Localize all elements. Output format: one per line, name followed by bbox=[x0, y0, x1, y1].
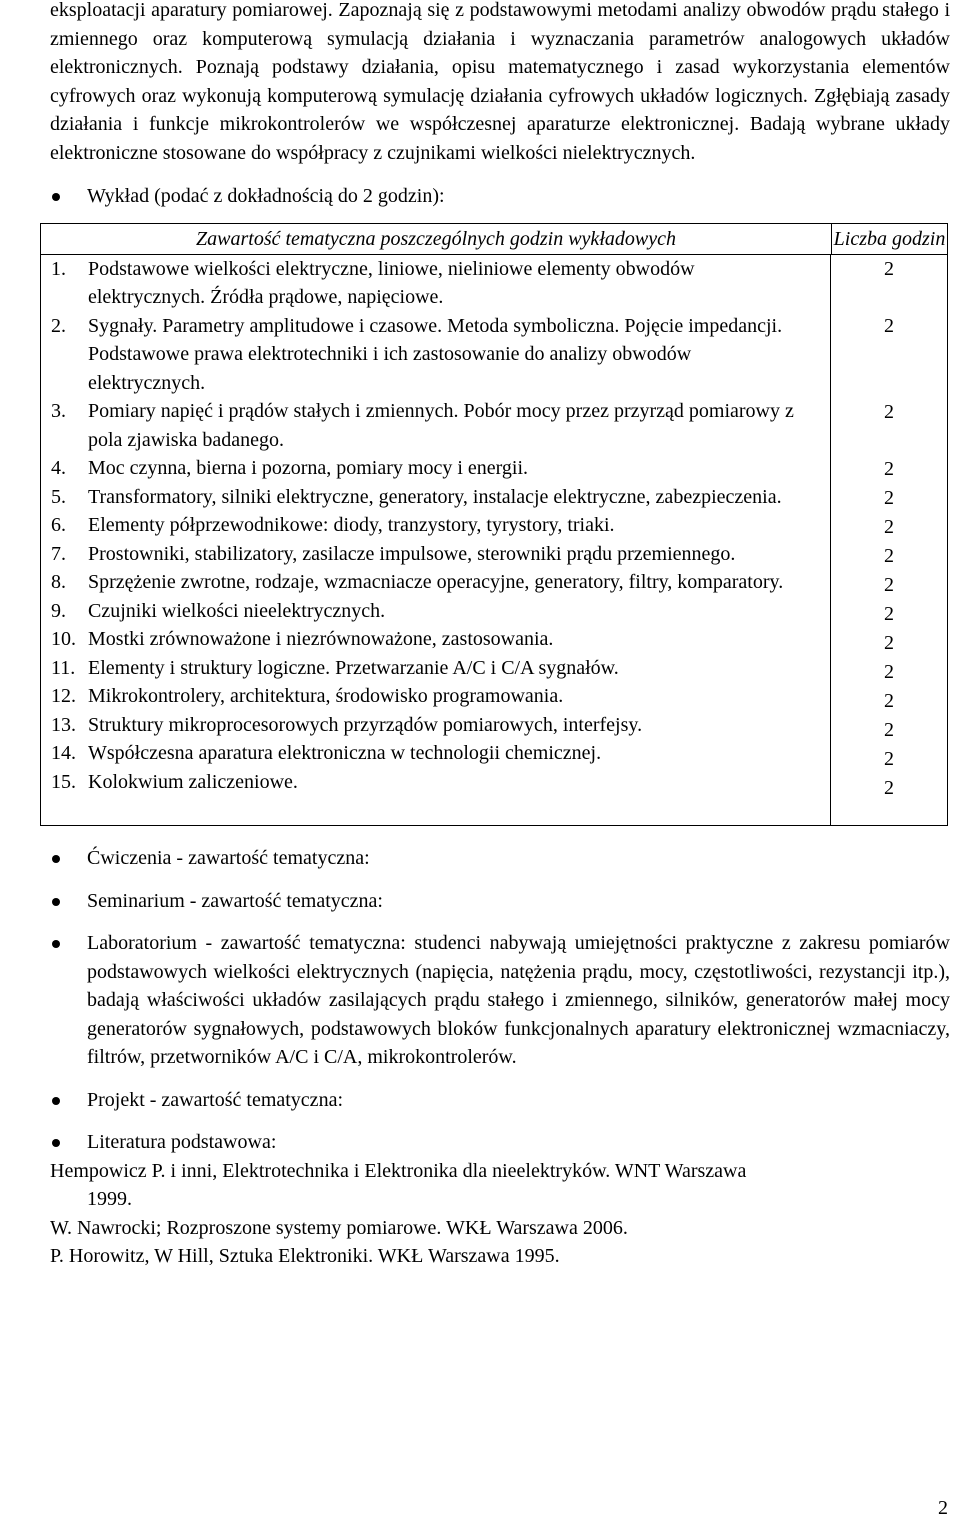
table-row bbox=[51, 454, 830, 483]
row-number: 9. bbox=[51, 599, 66, 622]
seminar-section bbox=[50, 887, 950, 916]
table-row bbox=[51, 739, 830, 768]
table-row bbox=[51, 483, 830, 512]
project-section bbox=[50, 1086, 950, 1115]
row-topic: Elementy i struktury logiczne. Przetwarzanie A/C i C/A sygnałów. bbox=[88, 656, 619, 679]
literature-entry-text: Hempowicz P. i inni, Elektrotechnika i Elektronika dla nieelektryków. WNT Warszawa bbox=[50, 1159, 747, 1182]
row-number: 5. bbox=[51, 485, 66, 508]
row-topic: Kolokwium zaliczeniowe. bbox=[88, 770, 298, 793]
lecture-heading bbox=[50, 182, 950, 211]
bullet-icon bbox=[52, 855, 60, 863]
laboratory-text: Laboratorium - zawartość tematyczna: studenci nabywają umiejętności praktyczne z zakresu pomiarów podstawowych wielkości elektrycznych (napięcia, natężenia prądu, mocy, częstotliwości, rezystancji itp.), badają właściwości układów zasilających prądu stałego i zmiennego, silników, generatorów małej mocy generatorów sygnałowych, podstawowych bloków funkcjonalnych aparatury elektronicznej wzmacniaczy, filtrów, przetworników A/C i C/A, mikrokontrolerów. bbox=[87, 932, 950, 1068]
row-hours: 2 bbox=[884, 257, 894, 280]
row-number: 11. bbox=[51, 656, 76, 679]
literature-entry-text: P. Horowitz, W Hill, Sztuka Elektroniki. WKŁ Warszawa 1995. bbox=[50, 1245, 560, 1267]
literature-entry bbox=[50, 1157, 950, 1214]
table-row bbox=[51, 682, 830, 711]
hours-column bbox=[831, 255, 947, 826]
row-hours: 2 bbox=[884, 544, 894, 567]
table-row bbox=[51, 654, 830, 683]
exercises-section bbox=[50, 844, 950, 873]
bullet-icon bbox=[52, 193, 60, 201]
table-row bbox=[51, 711, 830, 740]
document-page bbox=[50, 0, 950, 1271]
row-topic: Współczesna aparatura elektroniczna w technologii chemicznej. bbox=[88, 742, 602, 764]
row-number: 10. bbox=[51, 628, 76, 650]
bullet-icon bbox=[52, 1139, 60, 1147]
bullet-icon bbox=[52, 940, 60, 948]
row-hours: 2 bbox=[884, 747, 894, 770]
row-hours: 2 bbox=[884, 457, 894, 480]
row-number: 1. bbox=[51, 257, 66, 280]
row-hours: 2 bbox=[884, 486, 894, 509]
literature-list bbox=[50, 1157, 950, 1271]
bullet-icon bbox=[52, 1097, 60, 1105]
topics-column bbox=[41, 255, 831, 826]
row-hours: 2 bbox=[884, 400, 894, 423]
row-hours: 2 bbox=[884, 631, 894, 654]
laboratory-section bbox=[50, 929, 950, 1072]
row-hours: 2 bbox=[884, 689, 894, 712]
table-row bbox=[51, 597, 830, 626]
row-number: 4. bbox=[51, 457, 66, 479]
row-topic: Elementy półprzewodnikowe: diody, tranzystory, tyrystory, triaki. bbox=[88, 514, 615, 536]
row-hours: 2 bbox=[884, 573, 894, 596]
literature-entry bbox=[50, 1242, 950, 1271]
row-topic: Transformatory, silniki elektryczne, generatory, instalacje elektryczne, zabezpieczenia. bbox=[88, 485, 782, 508]
row-hours: 2 bbox=[884, 515, 894, 538]
literature-heading: Literatura podstawowa: bbox=[87, 1131, 277, 1153]
row-topic: Struktury mikroprocesorowych przyrządów pomiarowych, interfejsy. bbox=[88, 713, 643, 736]
lecture-heading-text: Wykład (podać z dokładnością do 2 godzin): bbox=[87, 185, 445, 207]
row-number: 15. bbox=[51, 770, 76, 793]
table-row bbox=[51, 511, 830, 540]
row-topic: Podstawowe wielkości elektryczne, liniowe, nieliniowe elementy obwodów elektrycznych. Źródła prądowe, napięciowe. bbox=[88, 257, 695, 308]
row-number: 6. bbox=[51, 514, 66, 536]
exercises-heading: Ćwiczenia - zawartość tematyczna: bbox=[87, 847, 370, 869]
literature-entry bbox=[50, 1214, 950, 1243]
row-number: 12. bbox=[51, 685, 76, 707]
row-topic: Mostki zrównoważone i niezrównoważone, zastosowania. bbox=[88, 628, 554, 650]
row-hours: 2 bbox=[884, 776, 894, 799]
literature-entry-continuation: 1999. bbox=[87, 1188, 132, 1210]
bullet-icon bbox=[52, 898, 60, 906]
row-number: 13. bbox=[51, 713, 76, 736]
row-hours: 2 bbox=[884, 718, 894, 741]
row-topic: Mikrokontrolery, architektura, środowisko programowania. bbox=[88, 685, 564, 707]
table-row bbox=[51, 568, 830, 597]
row-number: 8. bbox=[51, 571, 66, 593]
row-topic: Pomiary napięć i prądów stałych i zmiennych. Pobór mocy przez przyrząd pomiarowy z pola zjawiska badanego. bbox=[88, 400, 794, 451]
row-number: 2. bbox=[51, 314, 66, 337]
row-hours: 2 bbox=[884, 602, 894, 625]
lecture-table bbox=[40, 223, 948, 827]
row-number: 3. bbox=[51, 400, 66, 422]
table-row bbox=[51, 312, 830, 398]
table-row bbox=[51, 540, 830, 569]
intro-paragraph: eksploatacji aparatury pomiarowej. Zapoznają się z podstawowymi metodami analizy obwodów prądu stałego i zmiennego oraz komputerową symulacją działania i wyznaczania parametrów analogowych układów elektronicznych. Poznają podstawy działania, opisu matematycznego i zasad wykorzystania elementów cyfrowych oraz wykonują komputerową symulację działania cyfrowych układów logicznych. Zgłębiają zasady działania i funkcje mikrokontrolerów we współczesnej aparaturze elektronicznej. Badają wybrane układy elektroniczne stosowane do współpracy z czujnikami wielkości nielektrycznych. bbox=[50, 0, 950, 164]
row-number: 7. bbox=[51, 542, 66, 565]
row-topic: Sprzężenie zwrotne, rodzaje, wzmacniacze operacyjne, generatory, filtry, komparatory. bbox=[88, 571, 784, 593]
table-row bbox=[51, 255, 830, 312]
table-row bbox=[51, 768, 830, 797]
table-body bbox=[41, 255, 947, 826]
literature-section bbox=[50, 1128, 950, 1157]
table-header bbox=[41, 224, 947, 255]
row-topic: Sygnały. Parametry amplitudowe i czasowe. Metoda symboliczna. Pojęcie impedancji. Podstawowe prawa elektrotechniki i ich zastosowanie do analizy obwodów elektrycznych. bbox=[88, 314, 783, 394]
seminar-heading: Seminarium - zawartość tematyczna: bbox=[87, 889, 383, 912]
literature-entry-text: W. Nawrocki; Rozproszone systemy pomiarowe. WKŁ Warszawa 2006. bbox=[50, 1216, 628, 1239]
row-hours: 2 bbox=[884, 314, 894, 337]
row-number: 14. bbox=[51, 742, 76, 764]
header-hours: Liczba godzin bbox=[833, 227, 946, 250]
row-topic: Prostowniki, stabilizatory, zasilacze impulsowe, sterowniki prądu przemiennego. bbox=[88, 542, 736, 565]
row-topic: Moc czynna, bierna i pozorna, pomiary mocy i energii. bbox=[88, 457, 529, 479]
row-hours: 2 bbox=[884, 660, 894, 683]
table-row bbox=[51, 397, 830, 454]
row-topic: Czujniki wielkości nieelektrycznych. bbox=[88, 599, 386, 622]
header-topic: Zawartość tematyczna poszczególnych godzin wykładowych bbox=[41, 224, 832, 254]
table-row bbox=[51, 625, 830, 654]
page-number: 2 bbox=[938, 1497, 948, 1519]
project-heading: Projekt - zawartość tematyczna: bbox=[87, 1088, 343, 1111]
